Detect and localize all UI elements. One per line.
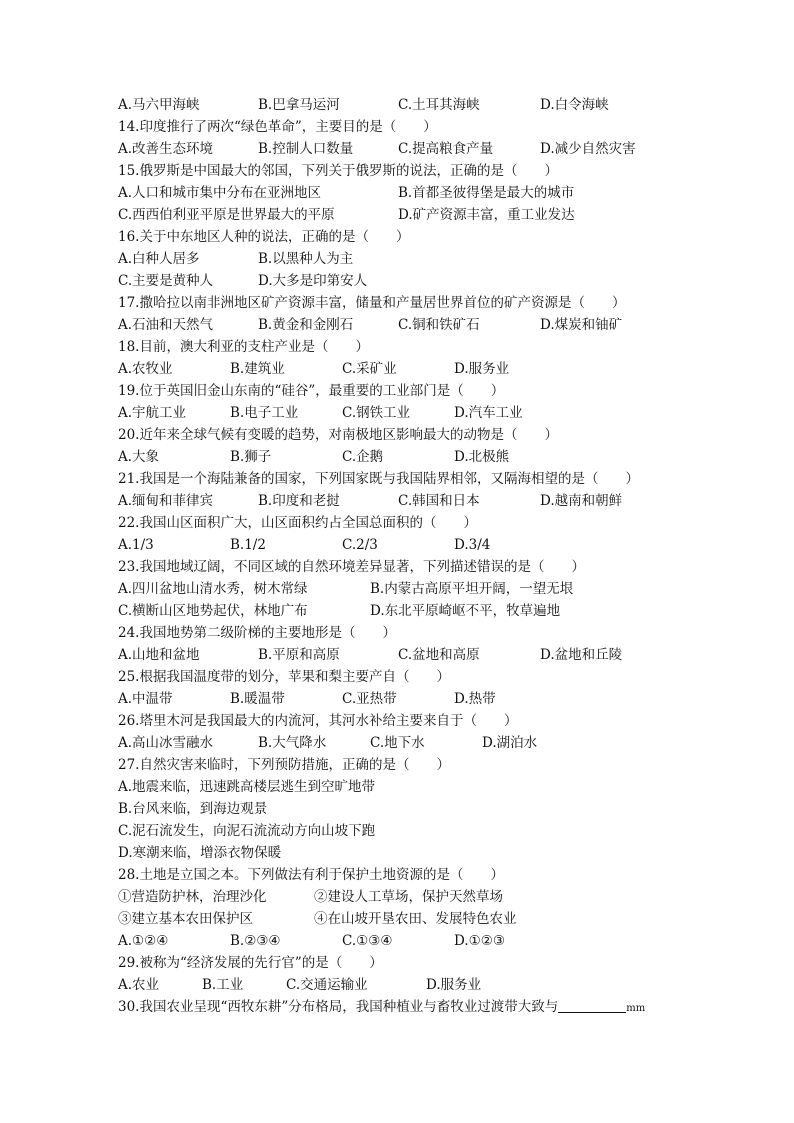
q27-option-d: D.寒潮来临，增添衣物保暖: [118, 845, 282, 861]
q15-option-c: C.西西伯利亚平原是世界最大的平原: [118, 207, 335, 223]
q18-option-d: D.服务业: [454, 361, 510, 377]
q26-stem: 26.塔里木河是我国最大的内流河，其河水补给主要来自于（ ）: [118, 713, 518, 729]
q16-option-b: B.以黑种人为主: [258, 251, 354, 267]
q19-option-d: D.汽车工业: [454, 405, 523, 421]
q30-stem: 30.我国农业呈现“西牧东耕”分布格局，我国种植业与畜牧业过渡带大致与: [118, 999, 559, 1015]
q28-statement-1: ①营造防护林，治理沙化: [118, 889, 267, 905]
q13-option-d: D.白令海峡: [540, 97, 609, 113]
q21-stem: 21.我国是一个海陆兼备的国家，下列国家既与我国陆界相邻，又隔海相望的是（ ）: [118, 471, 639, 487]
q22-stem: 22.我国山区面积广大，山区面积约占全国总面积的（ ）: [118, 515, 477, 531]
q13-option-c: C.土耳其海峡: [398, 97, 480, 113]
q28-statement-4: ④在山坡开垦农田、发展特色农业: [314, 911, 517, 927]
q27-option-b: B.台风来临，到海边观景: [118, 801, 268, 817]
q20-option-c: C.企鹅: [342, 449, 384, 465]
q21-option-c: C.韩国和日本: [398, 493, 480, 509]
q14-option-a: A.改善生态环境: [118, 141, 214, 157]
q14-stem: 14.印度推行了两次“绿色革命”，主要目的是（ ）: [118, 119, 437, 135]
q29-option-b: B.工业: [202, 977, 244, 993]
q21-option-a: A.缅甸和菲律宾: [118, 493, 214, 509]
q24-option-c: C.盆地和高原: [398, 647, 480, 663]
q25-option-a: A.中温带: [118, 691, 173, 707]
q24-option-d: D.盆地和丘陵: [540, 647, 623, 663]
q19-option-c: C.钢铁工业: [342, 405, 411, 421]
q16-option-c: C.主要是黄种人: [118, 273, 214, 289]
q17-option-d: D.煤炭和铀矿: [540, 317, 623, 333]
q29-option-c: C.交通运输业: [286, 977, 368, 993]
q26-option-d: D.湖泊水: [482, 735, 538, 751]
q30-line: [118, 996, 645, 1018]
q25-option-d: D.热带: [454, 691, 496, 707]
q19-option-b: B.电子工业: [230, 405, 299, 421]
q26-option-b: B.大气降水: [258, 735, 327, 751]
q20-option-b: B.狮子: [230, 449, 272, 465]
q25-option-c: C.亚热带: [342, 691, 397, 707]
q28-option-d: D.①②③: [454, 933, 505, 949]
q18-option-b: B.建筑业: [230, 361, 285, 377]
q21-option-b: B.印度和老挝: [258, 493, 340, 509]
q19-option-a: A.宇航工业: [118, 405, 187, 421]
q13-option-a: A.马六甲海峡: [118, 97, 200, 113]
q26-option-c: C.地下水: [370, 735, 425, 751]
q24-option-b: B.平原和高原: [258, 647, 340, 663]
q28-statement-3: ③建立基本农田保护区: [118, 911, 253, 927]
q20-option-d: D.北极熊: [454, 449, 510, 465]
q28-stem: 28.土地是立国之本。下列做法有利于保护土地资源的是（ ）: [118, 867, 504, 883]
q15-option-b: B.首都圣彼得堡是最大的城市: [398, 185, 575, 201]
q28-statement-2: ②建设人工草场，保护天然草场: [314, 889, 503, 905]
q17-stem: 17.撒哈拉以南非洲地区矿产资源丰富，储量和产量居世界首位的矿产资源是（ ）: [118, 295, 626, 311]
q30-tail: mm: [626, 1003, 646, 1014]
q20-option-a: A.大象: [118, 449, 160, 465]
q22-option-c: C.2/3: [342, 537, 378, 553]
q20-stem: 20.近年来全球气候有变暖的趋势，对南极地区影响最大的动物是（ ）: [118, 427, 558, 443]
q23-stem: 23.我国地域辽阔，不同区域的自然环境差异显著，下列描述错误的是（ ）: [118, 559, 585, 575]
q19-stem: 19.位于英国旧金山东南的“硅谷”，最重要的工业部门是（ ）: [118, 383, 505, 399]
q14-option-c: C.提高粮食产量: [398, 141, 494, 157]
q16-option-a: A.白种人居多: [118, 251, 200, 267]
q17-option-a: A.石油和天然气: [118, 317, 214, 333]
q15-option-a: A.人口和城市集中分布在亚洲地区: [118, 185, 322, 201]
q14-option-b: B.控制人口数量: [258, 141, 354, 157]
q22-option-b: B.1/2: [230, 537, 266, 553]
q25-stem: 25.根据我国温度带的划分，苹果和梨主要产自（ ）: [118, 669, 450, 685]
q14-option-d: D.减少自然灾害: [540, 141, 636, 157]
q18-option-c: C.采矿业: [342, 361, 397, 377]
q29-option-a: A.农业: [118, 977, 160, 993]
q16-option-d: D.大多是印第安人: [258, 273, 368, 289]
q24-option-a: A.山地和盆地: [118, 647, 200, 663]
q21-option-d: D.越南和朝鲜: [540, 493, 623, 509]
q18-stem: 18.目前，澳大利亚的支柱产业是（ ）: [118, 339, 369, 355]
q28-option-c: C.①③④: [342, 933, 393, 949]
q23-option-b: B.内蒙古高原平坦开阔，一望无垠: [370, 581, 574, 597]
q27-option-a: A.地震来临，迅速跳高楼层逃生到空旷地带: [118, 779, 376, 795]
q23-option-d: D.东北平原崎岖不平，牧草遍地: [370, 603, 561, 619]
q15-option-d: D.矿产资源丰富，重工业发达: [398, 207, 575, 223]
q28-option-b: B.②③④: [230, 933, 281, 949]
q23-option-a: A.四川盆地山清水秀，树木常绿: [118, 581, 308, 597]
q29-option-d: D.服务业: [426, 977, 482, 993]
q24-stem: 24.我国地势第二级阶梯的主要地形是（ ）: [118, 625, 396, 641]
q13-option-b: B.巴拿马运河: [258, 97, 340, 113]
q30-answer-blank: [558, 998, 626, 1013]
q15-stem: 15.俄罗斯是中国最大的邻国，下列关于俄罗斯的说法，正确的是（ ）: [118, 163, 558, 179]
q25-option-b: B.暖温带: [230, 691, 285, 707]
q22-option-a: A.1/3: [118, 537, 154, 553]
q23-option-c: C.横断山区地势起伏，林地广布: [118, 603, 308, 619]
q27-option-c: C.泥石流发生，向泥石流流动方向山坡下跑: [118, 823, 376, 839]
q27-stem: 27.自然灾害来临时，下列预防措施，正确的是（ ）: [118, 757, 450, 773]
q16-stem: 16.关于中东地区人种的说法，正确的是（ ）: [118, 229, 410, 245]
q26-option-a: A.高山冰雪融水: [118, 735, 214, 751]
q18-option-a: A.农牧业: [118, 361, 173, 377]
q17-option-b: B.黄金和金刚石: [258, 317, 354, 333]
q28-option-a: A.①②④: [118, 933, 169, 949]
q22-option-d: D.3/4: [454, 537, 491, 553]
q29-stem: 29.被称为“经济发展的先行官”的是（ ）: [118, 955, 383, 971]
q17-option-c: C.铜和铁矿石: [398, 317, 480, 333]
